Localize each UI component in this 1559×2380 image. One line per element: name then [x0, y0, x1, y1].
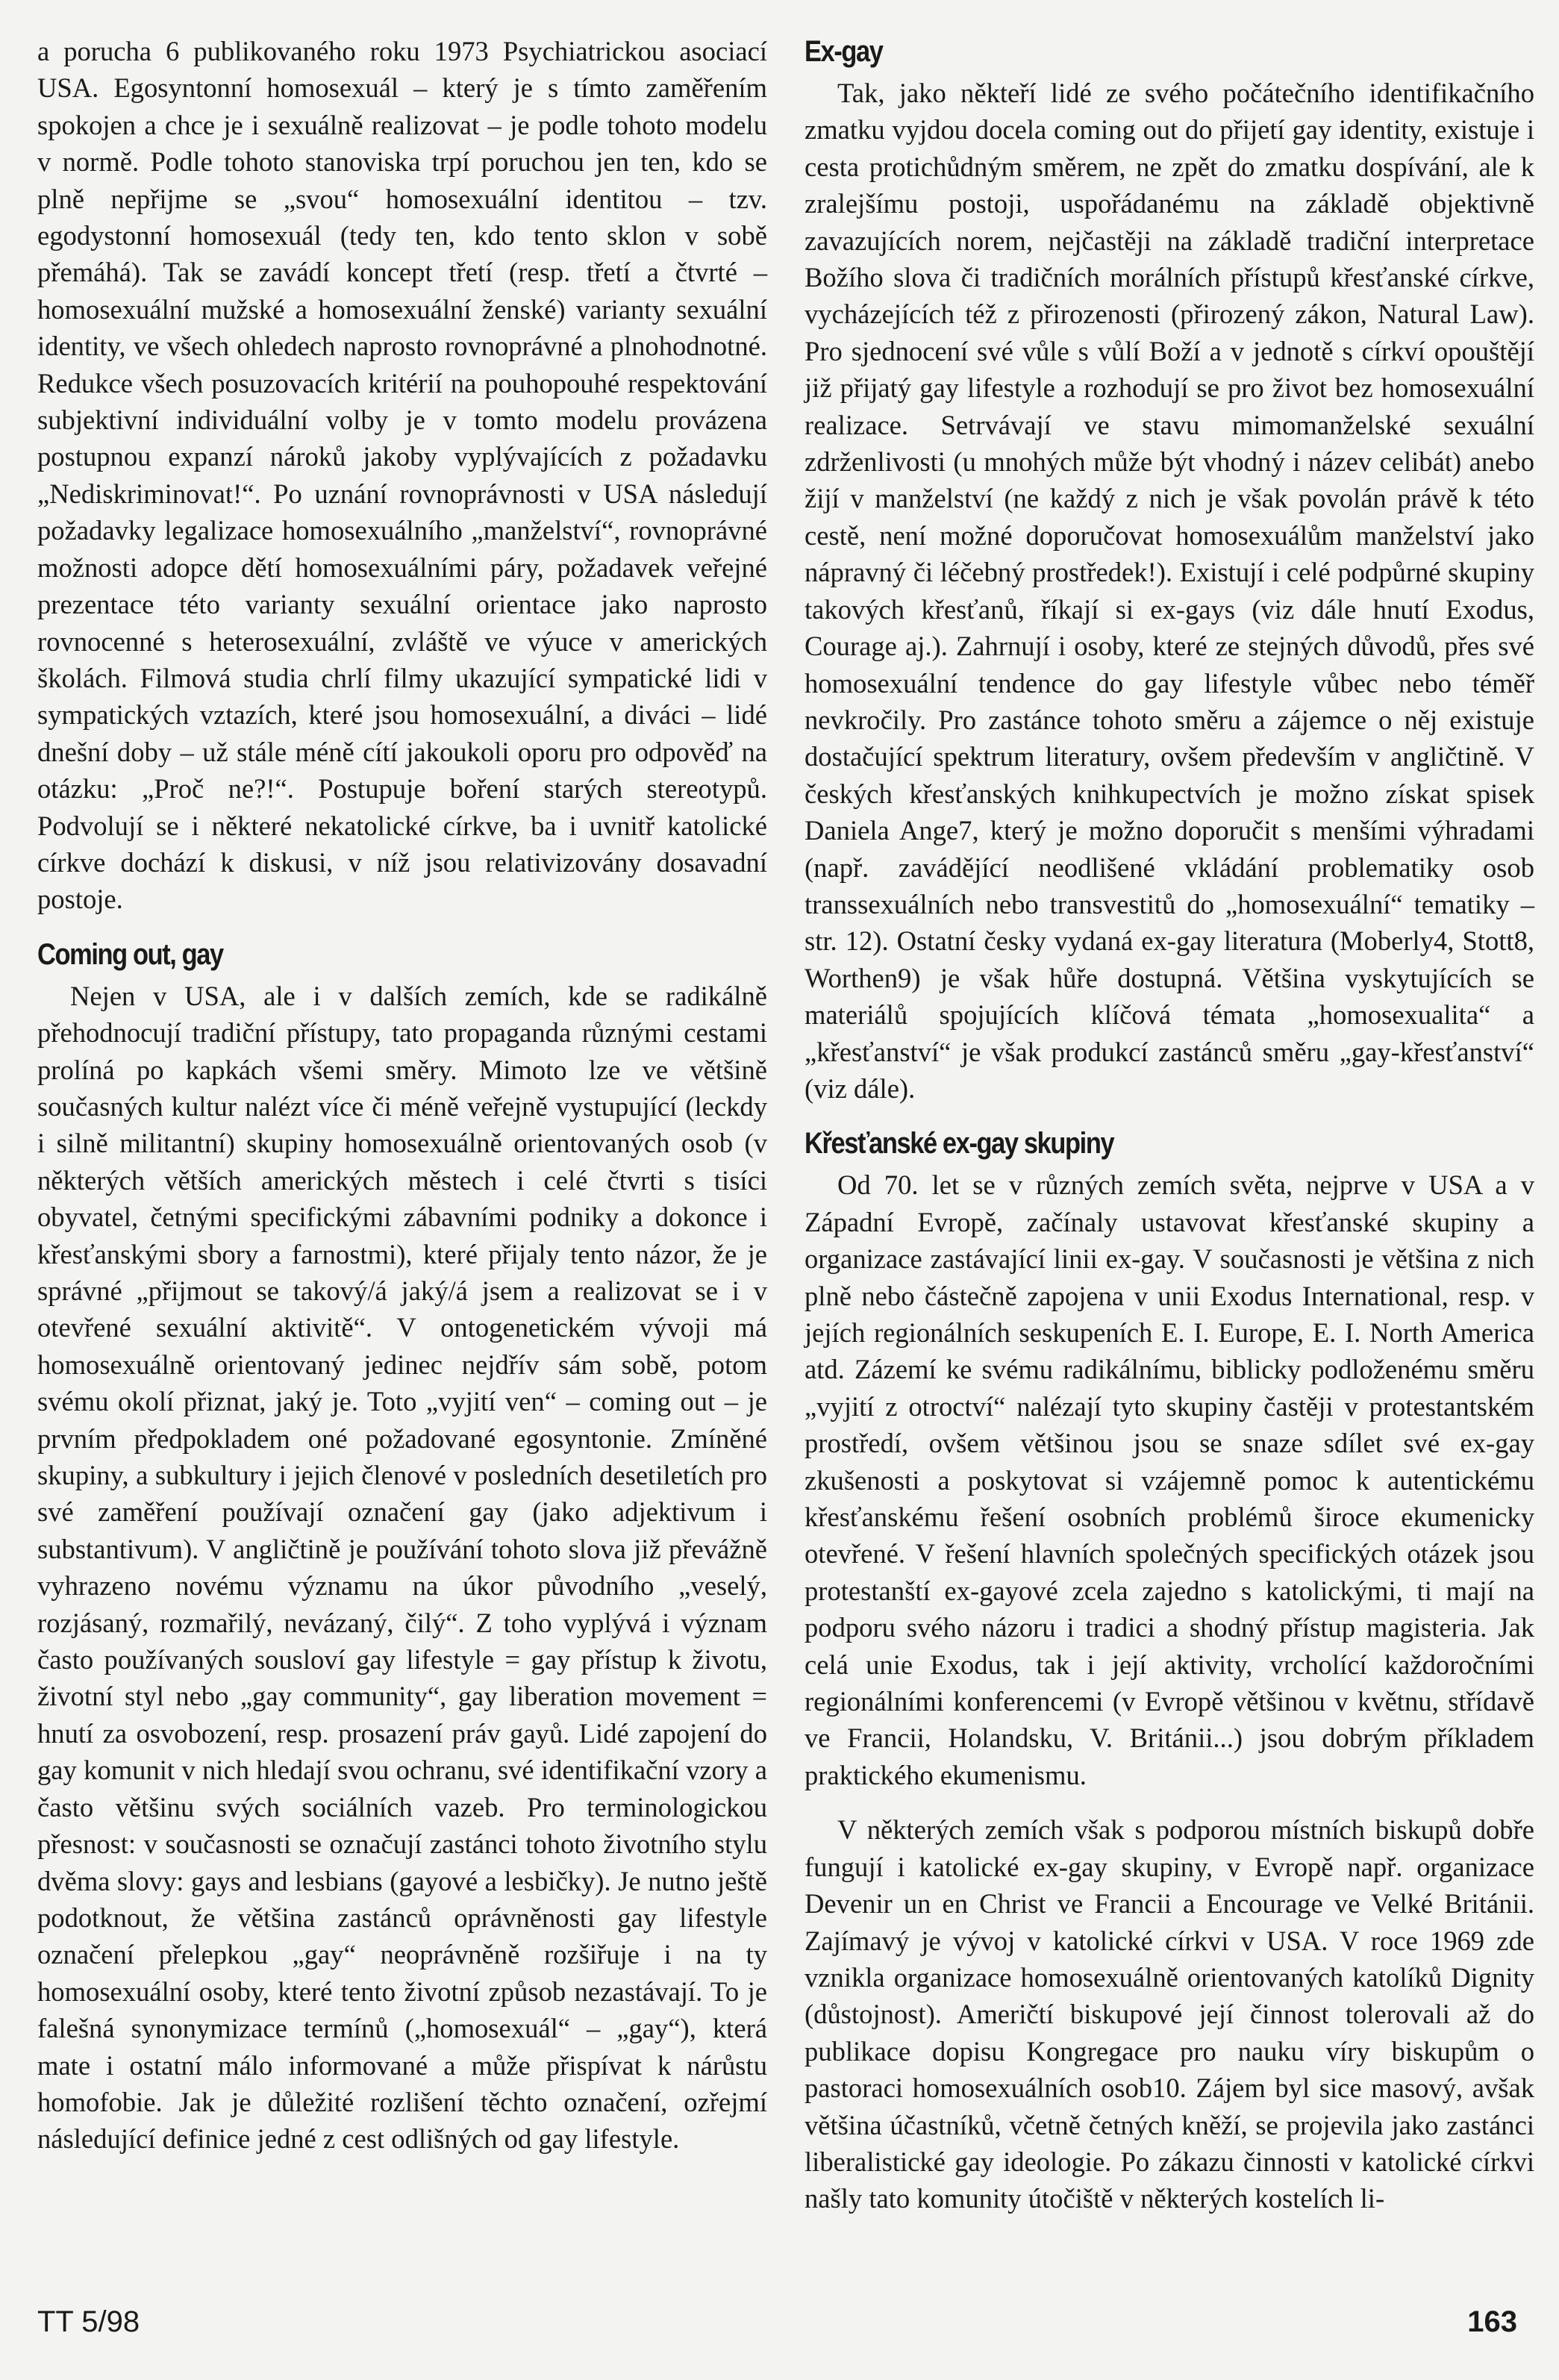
left-paragraph-2: Nejen v USA, ale i v dalších zemích, kde se radikálně přehodnocují tradiční přístupy, tato propaganda různými cestami prolíná po kapkách všemi směry. Mimoto lze ve většině současných kultur nalézt více či méně veřejně vystupující (leckdy i silně militantní) skupiny homosexuálně orientovaných osob (v některých větších amerických městech i celé čtvrti s tisíci obyvatel, četnými specifickými zábavními podniky a dokonce i křesťanskými sbory a farnostmi), které přijaly tento názor, že je správné „přijmout se takový/á jaký/á jsem a realizovat se i v otevřené sexuální aktivitě“. V ontogenetickém vývoji má homosexuálně orientovaný jedinec nejdřív sám sobě, potom svému okolí přiznat, jaký je. Toto „vyjití ven“ – coming out – je prvním předpokladem oné požadované egosyntonie. Zmíněné skupiny, a subkultury i jejich členové v posledních desetiletích pro své zaměření používají označení gay (jako adjektivum i substantivum). V angličtině je používání tohoto slova již převážně vyhrazeno novému významu na úkor původního „veselý, rozjásaný, rozmařilý, nevázaný, čilý“. Z toho vyplývá i význam často používaných sousloví gay lifestyle = gay přístup k životu, životní styl nebo „gay community“, gay liberation movement = hnutí za osvobození, resp. prosazení práv gayů. Lidé zapojení do gay komunit v nich hledají svou ochranu, své identifikační vzory a často většinu svých sociálních vazeb. Pro terminologickou přesnost: v současnosti se označují zastánci tohoto životního stylu dvěma slovy: gays and lesbians (gayové a lesbičky). Je nutno ještě podotknout, že většina zastánců oprávněnosti gay lifestyle označení přelepkou „gay“ neoprávněně rozšiřuje i na ty homosexuální osoby, které tento životní způsob nezastávají. To je falešná synonymizace termínů („homosexuál“ – „gay“), která mate i ostatní málo informované a může přispívat k nárůstu homofobie. Jak je důležité rozlišení těchto označení, ozřejmí následující definice jedné z cest odlišných od gay lifestyle.: [37, 980, 767, 2155]
heading-coming-out: Coming out, gay: [37, 937, 223, 971]
right-paragraph-2: Od 70. let se v různých zemích světa, nejprve v USA a v Západní Evropě, začínaly ustavovat křesťanské skupiny a organizace zastávající linii ex-gay. V současnosti je většina z nich plně nebo částečně zapojena v unii Exodus International, resp. v jejích regionálních seskupeních E. I. Europe, E. I. North America atd. Zázemí ke svému radikálnímu, biblicky podloženému směru „vyjití z otroctví“ nalézají tyto skupiny častěji v protestantském prostředí, ovšem většinou jsou se snaze sdílet své ex-gay zkušenosti a poskytovat si vzájemně pomoc k autentickému křesťanskému řešení osobních problémů široce ekumenicky otevřené. V řešení hlavních společných specifických otázek jsou protestanští ex-gayové zcela zajedno s katolickými, ti mají na podporu svého názoru i tradici a shodný přístup magisteria. Jak celá unie Exodus, tak i její aktivity, vrcholící každoročními regionálními konferencemi (v Evropě většinou v květnu, střídavě ve Francii, Holandsku, V. Británii...) jsou dobrým příkladem praktického ekumenismu.: [805, 1169, 1534, 1790]
issue-label: TT 5/98: [37, 2305, 140, 2338]
left-paragraph-1: a porucha 6 publikovaného roku 1973 Psychiatrickou asociací USA. Egosyntonní homosexuál – který je s tímto zaměřením spokojen a chce je i sexuálně realizovat – je podle tohoto modelu v normě. Podle tohoto stanoviska trpí poruchou jen ten, kdo se plně nepřijme se „svou“ homosexuální identitou – tzv. egodystonní homosexuál (tedy ten, kdo tento sklon v sobě přemáhá). Tak se zavádí koncept třetí (resp. třetí a čtvrté – homosexuální mužské a homosexuální ženské) varianty sexuální identity, ve všech ohledech naprosto rovnoprávné a plnohodnotné. Redukce všech posuzovacích kritérií na pouhopouhé respektování subjektivní individuální volby je v tomto modelu provázena postupnou expanzí nároků jakoby vyplývajících z požadavku „Nediskriminovat!“. Po uznání rovnoprávnosti v USA následují požadavky legalizace homosexuálního „manželství“, rovnoprávné možnosti adopce dětí homosexuálními páry, požadavek veřejné prezentace této varianty sexuální orientace jako naprosto rovnocenné s heterosexuální, zvláště ve výuce v amerických školách. Filmová studia chrlí filmy ukazující sympatické lidi v sympatických vztazích, které jsou homosexuální, a diváci – lidé dnešní doby – už stále méně cítí jakoukoli oporu pro odpověď na otázku: „Proč ne?!“. Postupuje boření starých stereotypů. Podvolují se i některé nekatolické církve, ba i uvnitř katolické církve dochází k diskusi, v níž jsou relativizovány dosavadní postoje.: [37, 36, 767, 915]
right-paragraph-3: V některých zemích však s podporou místních biskupů dobře fungují i katolické ex-gay skupiny, v Evropě např. organizace Devenir un en Christ ve Francii a Encourage ve Velké Británii. Zajímavý je vývoj v katolické církvi v USA. V roce 1969 zde vznikla organizace homosexuálně orientovaných katolíků Dignity (důstojnost). Američtí biskupové její činnost tolerovali až do publikace dopisu Kongregace pro nauku víry biskupům o pastoraci homosexuálních osob10. Zájem byl sice masový, avšak většina účastníků, včetně četných kněží, se projevila jako zastánci liberalistické gay ideologie. Po zákazu činnosti v katolické církvi našly tato komunity útočiště v některých kostelích li-: [805, 1814, 1534, 2214]
heading-christian-ex-gay-groups: Křesťanské ex-gay skupiny: [805, 1127, 1114, 1161]
right-paragraph-1: Tak, jako někteří lidé ze svého počátečního identifikačního zmatku vyjdou docela coming out do přijetí gay identity, existuje i cesta protichůdným směrem, ne zpět do zmatku dospívání, ale k zralejšímu postoji, uspořádanému na základě objektivně zavazujících norem, nejčastěji na základě tradiční interpretace Božího slova či tradičních morálních přístupů křesťanské církve, vycházejících též z přirozenosti (přirozený zákon, Natural Law). Pro sjednocení své vůle s vůlí Boží a v jednotě s církví opouštějí již přijatý gay lifestyle a rozhodují se pro život bez homosexuální realizace. Setrvávají ve stavu mimomanželské sexuální zdrženlivosti (u mnohých může být vhodný i název celibát) anebo žijí v manželství (ne každý z nich je však povolán právě k této cestě, není možné doporučovat homosexuálům manželství jako nápravný či léčebný prostředek!). Existují i celé podpůrné skupiny takových křesťanů, říkají si ex-gays (viz dále hnutí Exodus, Courage aj.). Zahrnují i osoby, které ze stejných důvodů, přes své homosexuální tendence do gay lifestyle vůbec nebo téměř nevkročily. Pro zastánce tohoto směru a zájemce o něj existuje dostačující spektrum literatury, ovšem především v angličtině. V českých křesťanských knihkupectvích je možno získat spisek Daniela Ange7, který je možno doporučit s menšími výhradami (např. zavádějící neodlišené vkládání problematiky osob transsexuálních nebo transvestitů do „homosexuální“ tematiky – str. 12). Ostatní česky vydaná ex-gay literatura (Moberly4, Stott8, Worthen9) je však hůře dostupná. Většina vyskytujících se materiálů spojujících klíčová témata „homosexualita“ a „křesťanství“ je však produkcí zastánců směru „gay-křesťanství“ (viz dále).: [805, 78, 1534, 1104]
right-column: [805, 33, 1534, 2217]
heading-ex-gay: Ex-gay: [805, 35, 883, 68]
page-number: 163: [1467, 2305, 1517, 2338]
left-column: [37, 33, 767, 2158]
